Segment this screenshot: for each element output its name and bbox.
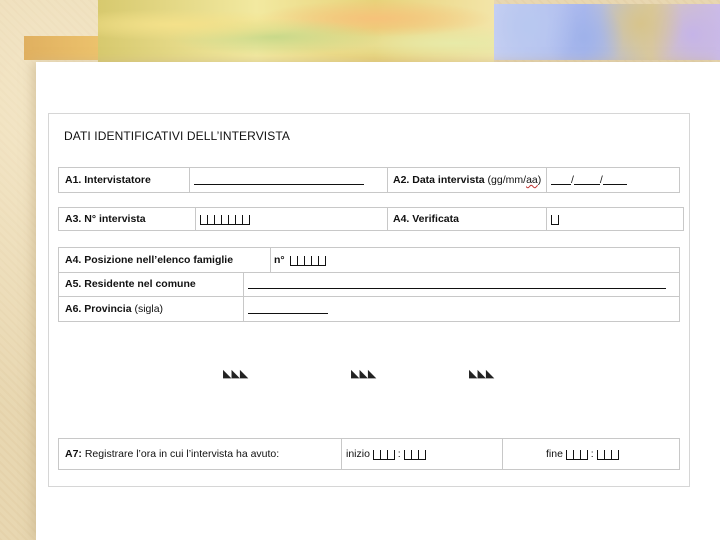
- section-title: DATI IDENTIFICATIVI DELL’INTERVISTA: [64, 129, 290, 143]
- a4-verificata-label: A4. Verificata: [393, 213, 459, 225]
- a6-field[interactable]: [248, 296, 348, 321]
- a4-posizione-field[interactable]: n°: [274, 248, 394, 272]
- a4-verificata-checkbox[interactable]: [551, 208, 591, 230]
- end-label: fine: [546, 448, 563, 460]
- divider: [270, 248, 271, 272]
- a2-label: A2. Data intervista: [393, 174, 485, 186]
- a7-text: Registrare l’ora in cui l’intervista ha avuto:: [84, 448, 280, 460]
- divider: [546, 168, 547, 192]
- questionnaire-page: [48, 113, 690, 487]
- a5-field[interactable]: [248, 272, 673, 296]
- a7-label: A7:: [65, 448, 82, 460]
- a7-label-cell: [65, 439, 345, 469]
- separator-mark: ◣◣◣: [223, 368, 249, 380]
- row-a1-a2: [58, 167, 680, 193]
- divider: [195, 208, 196, 230]
- a1-field[interactable]: [194, 168, 384, 192]
- divider: [387, 208, 388, 230]
- a2-label-cell: [393, 168, 543, 192]
- a2-date-field[interactable]: / /: [551, 168, 676, 192]
- divider: [387, 168, 388, 192]
- a2-format: (gg/mm/aa): [487, 174, 542, 186]
- banner-flowers-image: [494, 4, 720, 60]
- a4-posizione-label: A4. Posizione nell’elenco famiglie: [65, 254, 234, 266]
- row-a7: [58, 438, 680, 470]
- a6-label-cell: [65, 296, 245, 321]
- row-a3-a4: [58, 207, 684, 231]
- a3-label: A3. N° intervista: [65, 213, 146, 225]
- a6-note: (sigla): [134, 302, 164, 315]
- divider: [546, 208, 547, 230]
- start-label: inizio: [346, 448, 370, 460]
- divider: [502, 439, 503, 469]
- start-time-field[interactable]: inizio :: [346, 439, 496, 469]
- a1-label: A1. Intervistatore: [65, 174, 151, 186]
- end-time-field[interactable]: fine :: [546, 439, 671, 469]
- divider: [189, 168, 190, 192]
- floral-banner: [24, 0, 720, 62]
- rows-a4-a6: [58, 247, 680, 322]
- divider: [341, 439, 342, 469]
- a3-number-field[interactable]: [200, 208, 280, 230]
- a6-label: A6. Provincia: [65, 302, 132, 315]
- a5-label: A5. Residente nel comune: [65, 278, 196, 290]
- banner-leaves-image: [98, 0, 494, 62]
- separator-mark: ◣◣◣: [351, 368, 377, 380]
- separator-mark: ◣◣◣: [469, 368, 495, 380]
